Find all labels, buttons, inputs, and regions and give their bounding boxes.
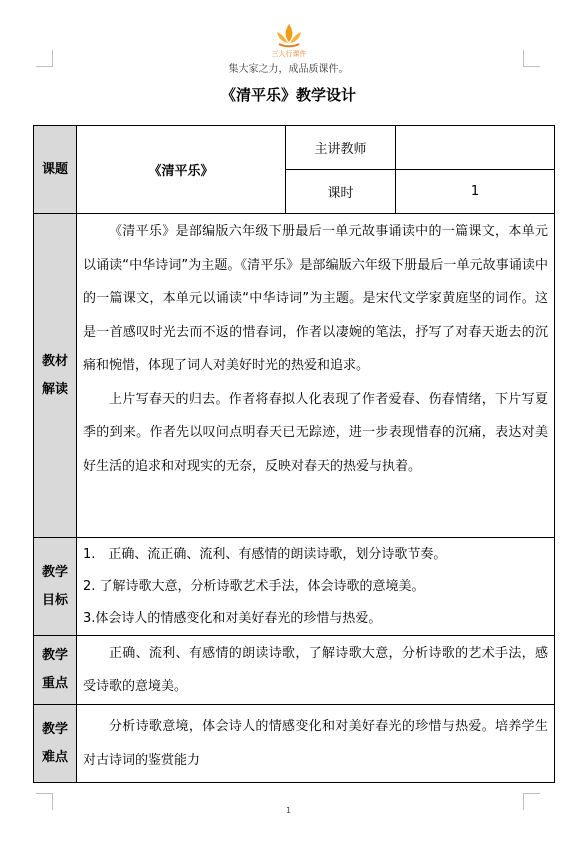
goal-item: 1. 正确、流正确、流利、有感情的朗读诗歌，划分诗歌节奏。 [83, 546, 447, 562]
goal-item: 3.体会诗人的情感变化和对美好春光的珍惜与热爱。 [83, 610, 382, 626]
analysis-label-cell [34, 214, 77, 538]
analysis-paragraph-1: 《清平乐》是部编版六年级下册最后一单元故事诵读中的一篇课文，本单元以诵读“中华诗词”为主题。《清平乐》是部编版六年级下册最后一单元故事诵读中的一篇课文，本单元以诵读“中华诗词”为主题。是宋代文学家黄庭坚的词作。这是一首感叹时光去而不返的惜春词，作者以凄婉的笔法，抒写了对春天逝去的沉痛和惋惜，体现了词人对美好时光的热爱和追求。 [83, 224, 548, 373]
period-label-cell [286, 170, 396, 214]
lesson-plan-table [33, 125, 555, 783]
analysis-label-line-1: 教材 [41, 353, 68, 369]
goals-label-cell [34, 538, 77, 636]
goals-label-line-2: 目标 [41, 592, 68, 608]
difficulty-label-line-1: 教学 [41, 721, 68, 737]
period-value-cell [396, 170, 555, 214]
topic-label-cell [34, 126, 77, 214]
teacher-label: 主讲教师 [314, 142, 367, 157]
key-points-content-cell [77, 636, 555, 705]
goals-label-line-1: 教学 [41, 564, 68, 580]
page-number: 1 [285, 806, 292, 815]
teacher-label-cell [286, 126, 396, 170]
key-points-label-line-2: 重点 [41, 676, 68, 691]
logo-text: 三人行课件 [271, 50, 307, 58]
topic-value: 《清平乐》 [148, 164, 214, 179]
period-value: 1 [470, 184, 480, 199]
topic-value-cell [77, 126, 286, 214]
period-label: 课时 [327, 186, 354, 201]
analysis-label-line-2: 解读 [41, 381, 68, 397]
key-points-text: 正确、流利、有感情的朗读诗歌，了解诗歌大意，分析诗歌的艺术手法，感受诗歌的意境美。 [83, 645, 548, 694]
difficulty-label-cell [34, 705, 77, 783]
goal-item: 2. 了解诗歌大意，分析诗歌艺术手法，体会诗歌的意境美。 [83, 578, 425, 594]
analysis-paragraph-2: 上片写春天的归去。作者将春拟人化表现了作者爱春、伤春情绪，下片写夏季的到来。作者先以叹问点明春天已无踪迹，进一步表现惜春的沉痛，表达对美好生活的追求和对现实的无奈，反映对春天的热爱与执着。 [83, 391, 548, 474]
difficulty-content-cell [77, 705, 555, 783]
topic-label: 课题 [41, 161, 68, 177]
brand-logo [262, 20, 316, 60]
difficulty-text: 分析诗歌意境，体会诗人的情感变化和对美好春光的珍惜与热爱。培养学生对古诗词的鉴赏能力 [83, 719, 548, 768]
analysis-content-cell [77, 214, 555, 538]
goals-content-cell [77, 538, 555, 636]
key-points-label-cell [34, 636, 77, 705]
tagline: 集大家之力，成品质课件。 [228, 64, 349, 75]
difficulty-label-line-2: 难点 [41, 749, 68, 765]
document-title: 《清平乐》教学设计 [220, 86, 356, 104]
key-points-label-line-1: 教学 [41, 648, 68, 663]
teacher-value-cell [396, 126, 555, 170]
